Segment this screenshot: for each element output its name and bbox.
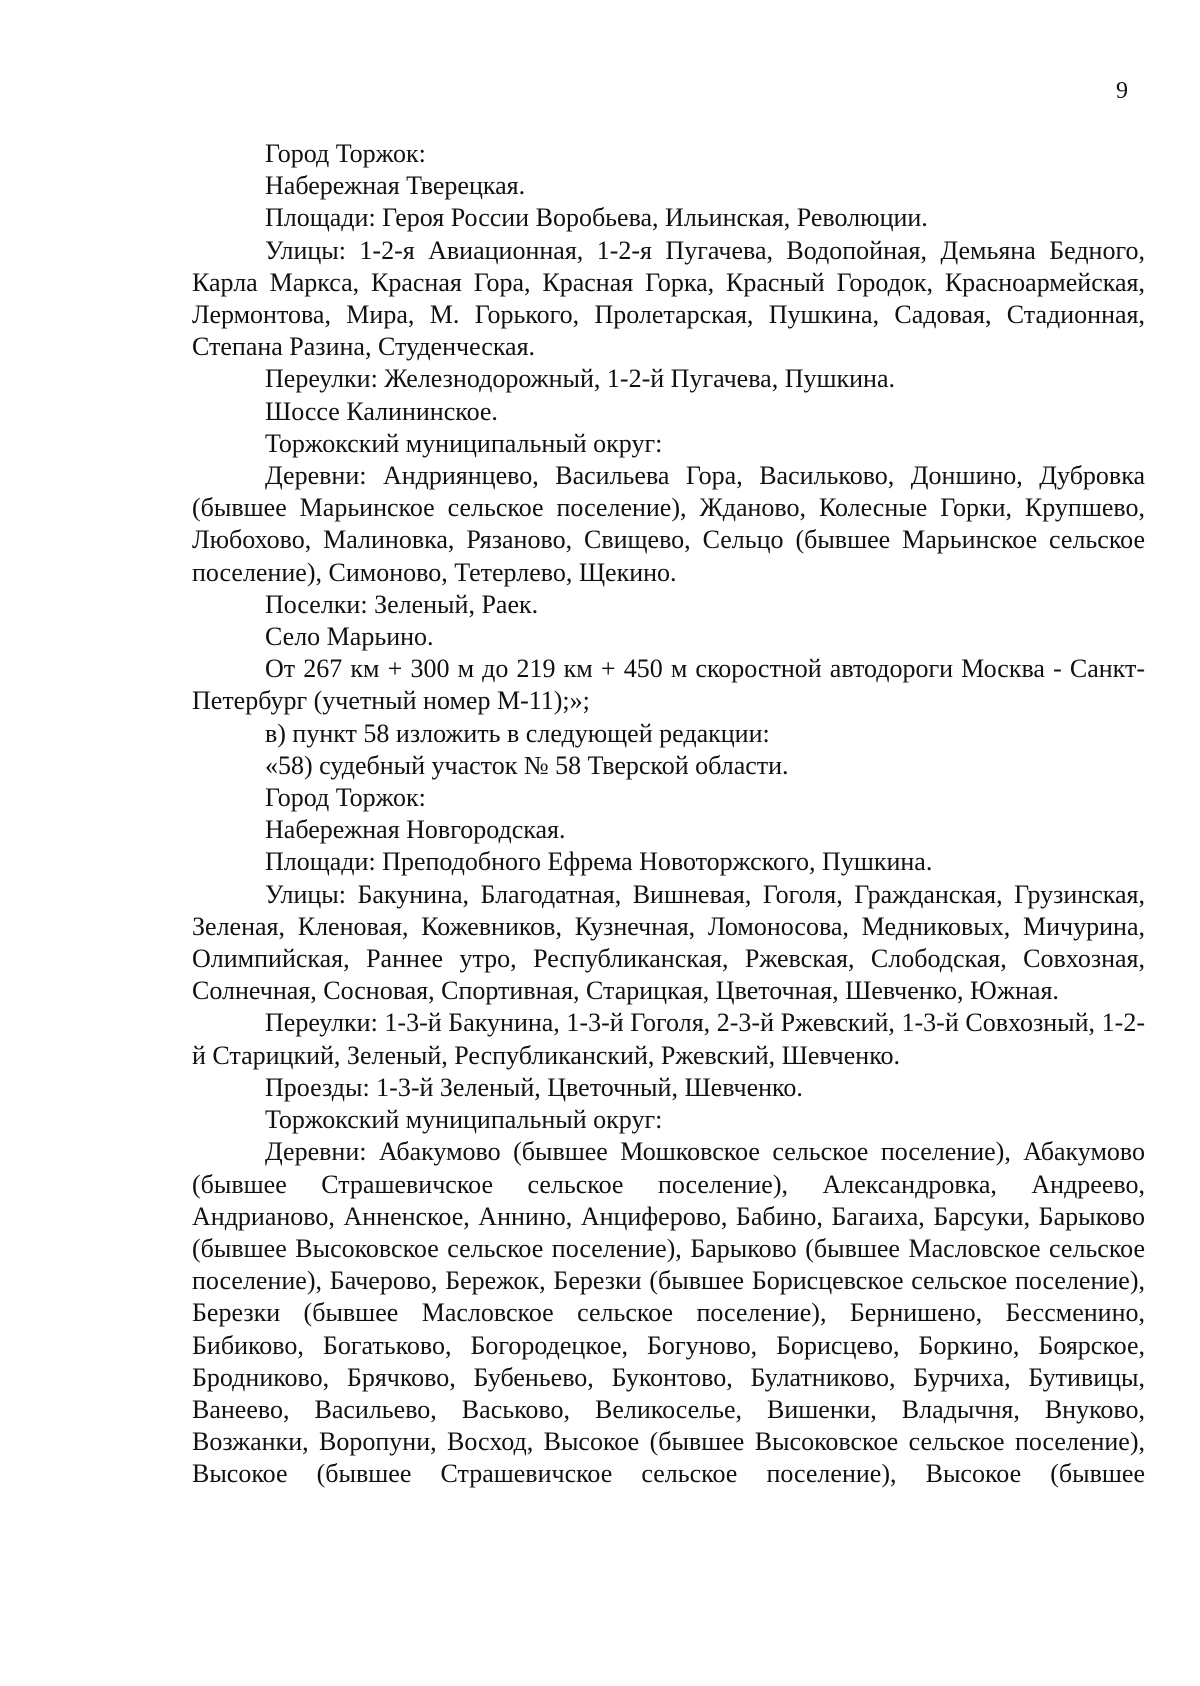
paragraph-lanes: Переулки: Железнодорожный, 1-2-й Пугачева, Пушкина. [265,364,895,394]
paragraph-district-header: Торжокский муниципальный округ: [265,428,663,458]
paragraph-city-header: Город Торжок: [265,139,426,168]
paragraph-clause-v: в) пункт 58 изложить в следующей редакции: [265,718,770,748]
paragraph-district-header-2: Торжокский муниципальный округ: [265,1105,663,1135]
document-body [192,138,1145,1491]
paragraph-streets-2: Улицы: Бакунина, Благодатная, Вишневая, Гоголя, Гражданская, Грузинская, Зеленая, Кленовая, Кожевников, Кузнечная, Ломоносова, Медниковых, Мичурина, Олимпийская, Раннее утро, Республиканская, Ржевская, Слободская, Совхозная, Солнечная, Сосновая, Спортивная, Старицкая, Цветочная, Шевченко, Южная. [192,879,1145,1006]
paragraph-embankment-2: Набережная Новгородская. [265,815,566,845]
paragraph-road-segment: От 267 км + 300 м до 219 км + 450 м скоростной автодороги Москва - Санкт-Петербург (учетный номер М-11);»; [192,654,1145,716]
paragraph-court-section-58: «58) судебный участок № 58 Тверской области. [265,750,789,780]
paragraph-village-marino: Село Марьино. [265,622,434,652]
paragraph-highway: Шоссе Калининское. [265,396,498,426]
paragraph-streets: Улицы: 1-2-я Авиационная, 1-2-я Пугачева, Водопойная, Демьяна Бедного, Карла Маркса, Красная Гора, Красная Горка, Красный Городок, Красноармейская, Лермонтова, Мира, М. Горького, Пролетарская, Пушкина, Садовая, Стадионная, Степана Разина, Студенческая. [192,235,1145,362]
page-number: 9 [1116,78,1128,104]
paragraph-lanes-2: Переулки: 1-3-й Бакунина, 1-3-й Гоголя, 2-3-й Ржевский, 1-3-й Совхозный, 1-2-й Старицкий, Зеленый, Республиканский, Ржевский, Шевченко. [192,1008,1145,1070]
paragraph-squares: Площади: Героя России Воробьева, Ильинская, Революции. [265,203,928,233]
paragraph-squares-2: Площади: Преподобного Ефрема Новоторжского, Пушкина. [265,847,933,877]
paragraph-villages-2: Деревни: Абакумово (бывшее Мошковское сельское поселение), Абакумово (бывшее Страшевичское сельское поселение), Александровка, Андреево, Андрианово, Анненское, Аннино, Анциферово, Бабино, Багаиха, Барсуки, Барыково (бывшее Высоковское сельское поселение), Барыково (бывшее Масловское сельское поселение), Бачерово, Бережок, Березки (бывшее Борисцевское сельское поселение), Березки (бывшее Масловское сельское поселение), Бернишено, Бессменино, Бибиково, Богатьково, Богородецкое, Богуново, Борисцево, Боркино, Боярское, Бродниково, Брячково, Бубеньево, Буконтово, Булатниково, Бурчиха, Бутивицы, Ванеево, Васильево, Васьково, Великоселье, Вишенки, Владычня, Внуково, Возжанки, Воропуни, Восход, Высокое (бывшее Высоковское сельское поселение), Высокое (бывшее Страшевичское сельское поселение), Высокое (бывшее [192,1137,1145,1489]
paragraph-villages: Деревни: Андриянцево, Васильева Гора, Васильково, Доншино, Дубровка (бывшее Марьинское сельское поселение), Жданово, Колесные Горки, Крупшево, Любохово, Малиновка, Рязаново, Свищево, Сельцо (бывшее Марьинское сельское поселение), Симоново, Тетерлево, Щекино. [192,461,1145,587]
paragraph-passages: Проезды: 1-3-й Зеленый, Цветочный, Шевченко. [265,1072,803,1102]
paragraph-city-header-2: Город Торжок: [265,783,426,813]
paragraph-settlements: Поселки: Зеленый, Раек. [265,589,539,619]
paragraph-embankment: Набережная Тверецкая. [265,171,526,201]
